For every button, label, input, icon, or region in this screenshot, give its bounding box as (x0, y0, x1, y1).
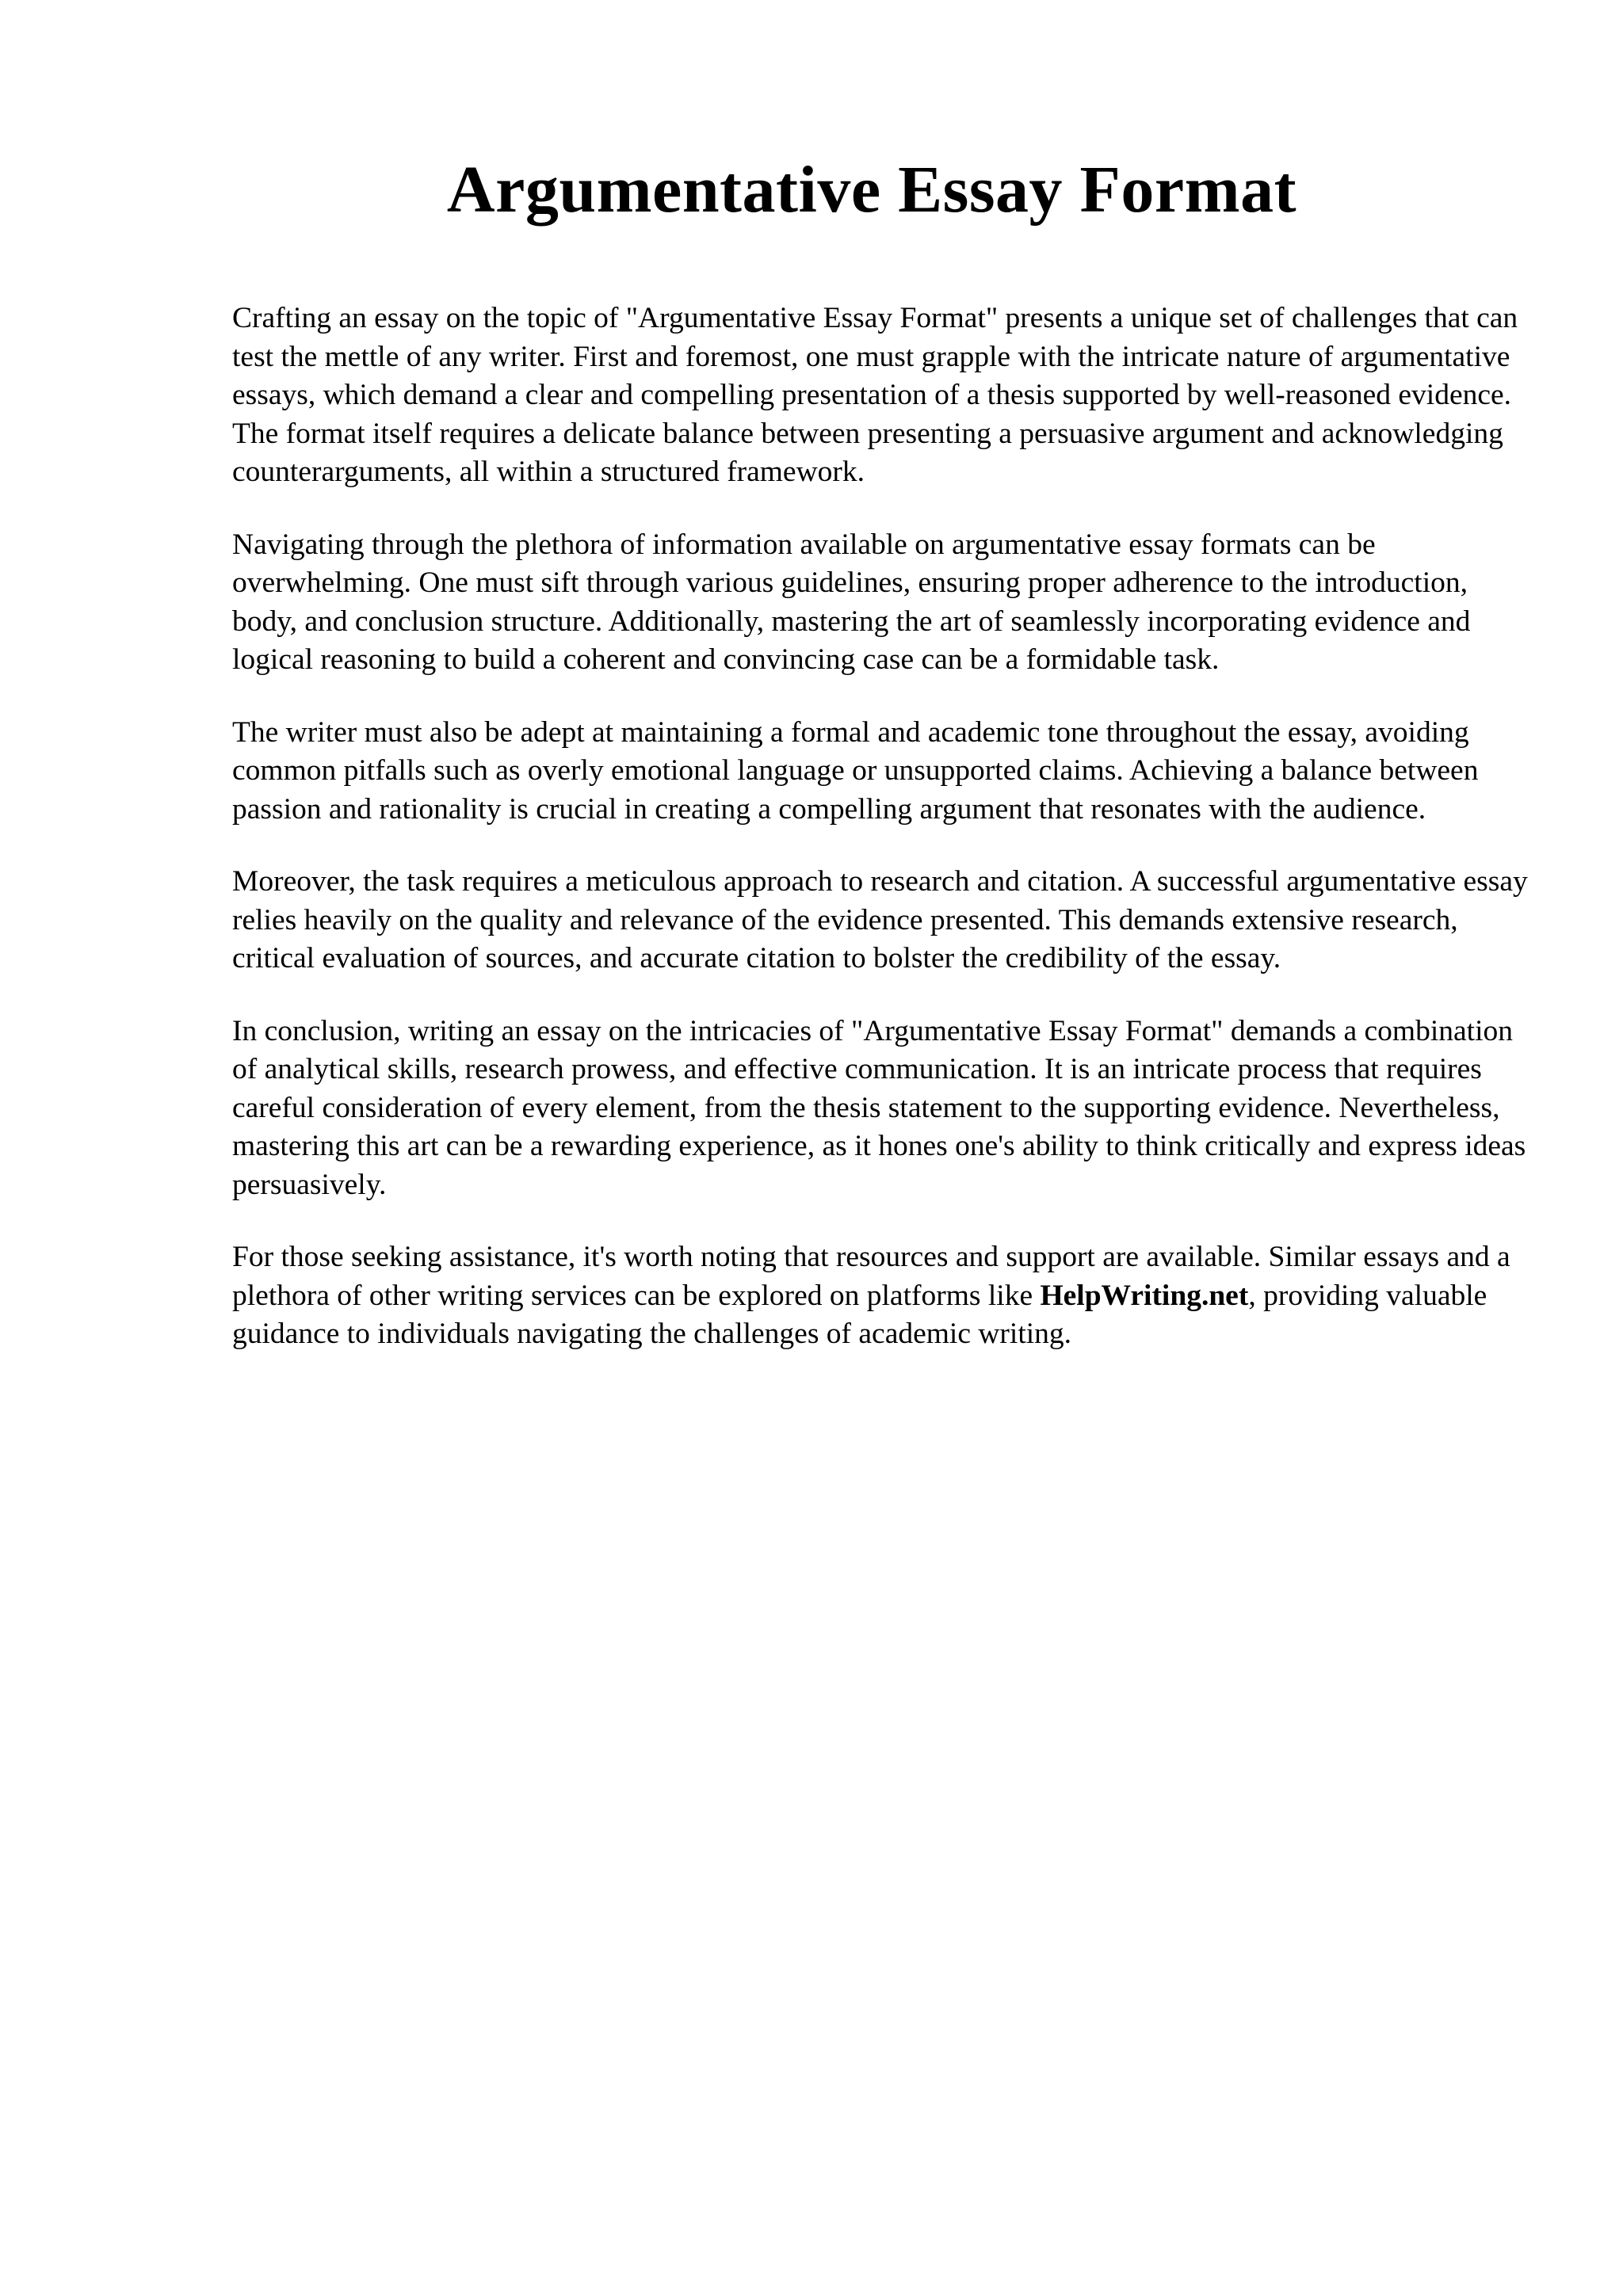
paragraph-1: Crafting an essay on the topic of "Argumentative Essay Format" presents a unique set of challenges that can test the mettle of any writer. First and foremost, one must grapple with the intricate nature of argumentative essays, which demand a clear and compelling presentation of a thesis supported by well-reasoned evidence. The format itself requires a delicate balance between presenting a persuasive argument and acknowledging counterarguments, all within a structured framework. (232, 302, 1518, 488)
closing-text-before: For those seeking assistance, it's worth noting that resources and support are available. Similar essays and a plethora of other writing services can be explored on platforms like (232, 1241, 1510, 1312)
essay-body (232, 299, 1532, 1388)
paragraph-2: Navigating through the plethora of information available on argumentative essay formats can be overwhelming. One must sift through various guidelines, ensuring proper adherence to the introduction, body, and conclusion structure. Additionally, mastering the art of seamlessly incorporating evidence and logical reasoning to build a coherent and convincing case can be a formidable task. (232, 528, 1471, 676)
paragraph-3: The writer must also be adept at maintaining a formal and academic tone throughout the essay, avoiding common pitfalls such as overly emotional language or unsupported claims. Achieving a balance between passion and rationality is crucial in creating a compelling argument that resonates with the audience. (232, 715, 1479, 826)
closing-paragraph (232, 1238, 1532, 1354)
page-title: Argumentative Essay Format (446, 153, 1297, 227)
brand-link[interactable]: HelpWriting.net (1040, 1279, 1249, 1312)
paragraph-5: In conclusion, writing an essay on the intricacies of "Argumentative Essay Format" demands a combination of analytical skills, research prowess, and effective communication. It is an intricate process that requires careful consideration of every element, from the thesis statement to the supporting evidence. Nevertheless, mastering this art can be a rewarding experience, as it hones one's ability to think critically and express ideas persuasively. (232, 1014, 1526, 1201)
paragraph-4: Moreover, the task requires a meticulous approach to research and citation. A successful argumentative essay relies heavily on the quality and relevance of the evidence presented. This demands extensive research, critical evaluation of sources, and accurate citation to bolster the credibility of the essay. (232, 865, 1528, 974)
closing-text-after: , providing valuable guidance to individuals navigating the challenges of academic writing. (232, 1279, 1487, 1350)
